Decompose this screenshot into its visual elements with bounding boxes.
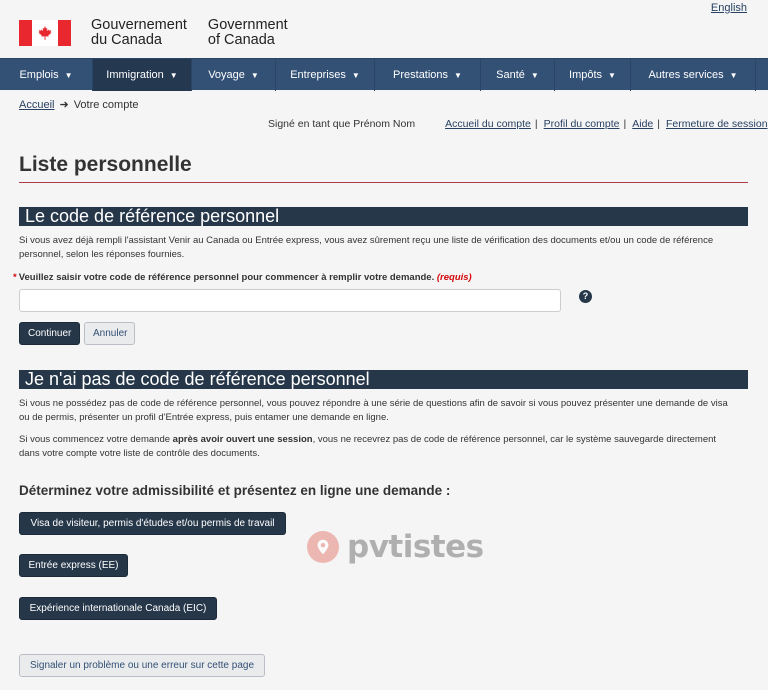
menu-item-prestations[interactable]: Prestations ▼ bbox=[375, 59, 481, 91]
section-heading-code: Le code de référence personnel bbox=[19, 207, 748, 226]
section-heading-no-code: Je n'ai pas de code de référence personnel bbox=[19, 370, 748, 389]
account-profile-link[interactable]: Profil du compte bbox=[543, 118, 620, 130]
cancel-button[interactable]: Annuler bbox=[84, 322, 135, 345]
menu-item-immigration[interactable]: Immigration ▼ bbox=[93, 59, 192, 91]
menu-item-impots[interactable]: Impôts ▼ bbox=[555, 59, 631, 91]
menu-item-entreprises[interactable]: Entreprises ▼ bbox=[276, 59, 375, 91]
signature-en: Government of Canada bbox=[207, 17, 288, 48]
account-bar: Signé en tant que Prénom Nom Accueil du compte | Profil du compte | Aide | Fermeture de session bbox=[268, 118, 768, 130]
required-marker: (requis) bbox=[436, 272, 472, 283]
chevron-down-icon: ▼ bbox=[64, 70, 73, 80]
main-menu bbox=[0, 58, 768, 90]
express-entry-button[interactable]: Entrée express (EE) bbox=[19, 554, 128, 577]
continue-button[interactable]: Continuer bbox=[19, 322, 80, 345]
required-asterisk: * bbox=[13, 272, 17, 283]
breadcrumb-current: Votre compte bbox=[73, 98, 139, 111]
logout-link[interactable]: Fermeture de session bbox=[665, 118, 768, 130]
chevron-down-icon: ▼ bbox=[608, 70, 616, 80]
help-icon[interactable]: ? bbox=[579, 290, 592, 303]
visa-permit-button[interactable]: Visa de visiteur, permis d'études et/ou permis de travail bbox=[19, 512, 286, 535]
site-header bbox=[19, 18, 288, 48]
breadcrumb bbox=[19, 98, 139, 111]
arrow-right-icon: ➜ bbox=[59, 99, 69, 111]
maple-leaf-icon bbox=[37, 25, 53, 41]
eligibility-heading: Déterminez votre admissibilité et présentez en ligne une demande : bbox=[19, 483, 451, 498]
help-link[interactable]: Aide bbox=[632, 118, 654, 130]
section-code-description: Si vous avez déjà rempli l'assistant Venir au Canada ou Entrée express, vous avez sûrement reçu une liste de vérification des documents et/ou un code de référence personnel, selon les réponses fournies. bbox=[19, 235, 714, 260]
code-field-label: * Veuillez saisir votre code de référence personnel pour commencer à remplir votre demande. (requis) bbox=[13, 272, 472, 283]
map-pin-icon bbox=[307, 531, 339, 563]
menu-item-voyage[interactable]: Voyage ▼ bbox=[192, 59, 276, 91]
watermark bbox=[307, 529, 484, 565]
signature-fr: Gouvernement du Canada bbox=[91, 17, 187, 48]
chevron-down-icon: ▼ bbox=[454, 70, 462, 80]
watermark-text: pvtistes bbox=[347, 529, 484, 565]
chevron-down-icon: ▼ bbox=[729, 70, 738, 80]
menu-item-emplois[interactable]: Emplois ▼ bbox=[0, 59, 93, 91]
signed-in-label: Signé en tant que Prénom Nom bbox=[268, 118, 416, 130]
chevron-down-icon: ▼ bbox=[530, 70, 539, 80]
chevron-down-icon: ▼ bbox=[250, 70, 259, 80]
iec-button[interactable]: Expérience internationale Canada (EIC) bbox=[19, 597, 217, 620]
chevron-down-icon: ▼ bbox=[169, 70, 178, 80]
account-home-link[interactable]: Accueil du compte bbox=[445, 118, 531, 130]
session-note: Si vous commencez votre demande après avoir ouvert une session, vous ne recevrez pas de code de référence personnel, car le système sauvegarde directement dans votre compte votre liste de contrôle des documents. bbox=[19, 434, 717, 459]
language-toggle-link[interactable]: English bbox=[710, 2, 747, 14]
menu-item-autres-services[interactable]: Autres services ▼ bbox=[631, 59, 756, 91]
breadcrumb-home-link[interactable]: Accueil bbox=[19, 98, 55, 111]
report-problem-button[interactable]: Signaler un problème ou une erreur sur cette page bbox=[19, 654, 265, 677]
section-no-code-description: Si vous ne possédez pas de code de référence personnel, vous pouvez répondre à une série de questions afin de savoir si vous pouvez présenter une demande de visa ou de permis, présenter un profil d'Entrée express, puis entamer une demande en ligne. bbox=[19, 398, 728, 423]
page-title: Liste personnelle bbox=[19, 153, 192, 176]
menu-item-sante[interactable]: Santé ▼ bbox=[481, 59, 555, 91]
chevron-down-icon: ▼ bbox=[351, 70, 360, 80]
reference-code-input[interactable] bbox=[19, 289, 561, 312]
title-divider bbox=[19, 182, 748, 183]
canada-flag-logo bbox=[19, 20, 71, 46]
